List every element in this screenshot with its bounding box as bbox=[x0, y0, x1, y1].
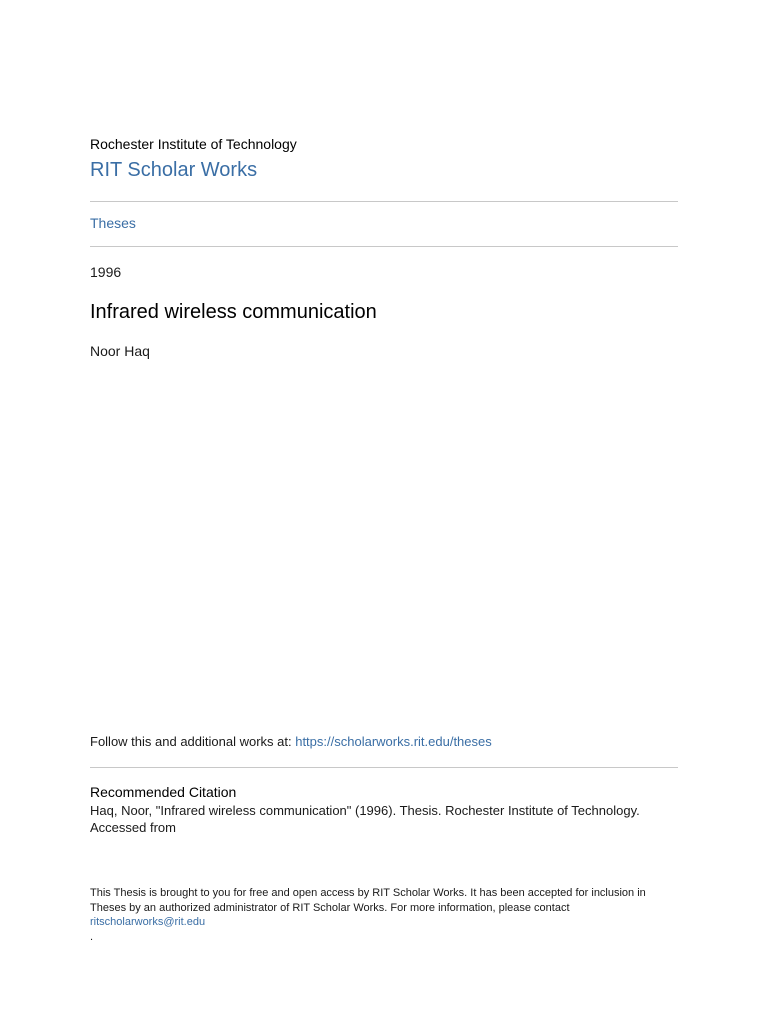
notice-email-suffix: . bbox=[90, 930, 94, 943]
publication-year: 1996 bbox=[90, 264, 122, 280]
contact-email-link[interactable]: ritscholarworks@rit.edu bbox=[90, 916, 206, 928]
divider-collection bbox=[90, 246, 678, 247]
citation-text bbox=[90, 803, 650, 836]
notice-line-3 bbox=[90, 915, 680, 944]
open-access-notice bbox=[90, 886, 680, 944]
citation-line-2: Accessed from bbox=[90, 819, 176, 835]
divider-top bbox=[90, 201, 678, 202]
notice-line-2: Theses by an authorized administrator of RIT Scholar Works. For more information, please contact bbox=[90, 901, 570, 914]
citation-line-1: Haq, Noor, "Infrared wireless communication" (1996). Thesis. Rochester Institute of Technology. bbox=[90, 803, 640, 818]
theses-collection-url-link[interactable]: https://scholarworks.rit.edu/theses bbox=[295, 734, 492, 749]
follow-works-line bbox=[90, 733, 492, 750]
repository-link[interactable]: RIT Scholar Works bbox=[90, 159, 258, 181]
divider-citation bbox=[90, 767, 678, 768]
author-name: Noor Haq bbox=[90, 343, 150, 359]
institution-name: Rochester Institute of Technology bbox=[90, 136, 297, 152]
recommended-citation-heading: Recommended Citation bbox=[90, 784, 237, 800]
document-title: Infrared wireless communication bbox=[90, 301, 377, 323]
follow-prefix-text: Follow this and additional works at: bbox=[90, 734, 296, 749]
notice-line-1: This Thesis is brought to you for free and open access by RIT Scholar Works. It has been accepted for inclusion in bbox=[90, 887, 646, 899]
collection-link-theses[interactable]: Theses bbox=[90, 215, 136, 231]
